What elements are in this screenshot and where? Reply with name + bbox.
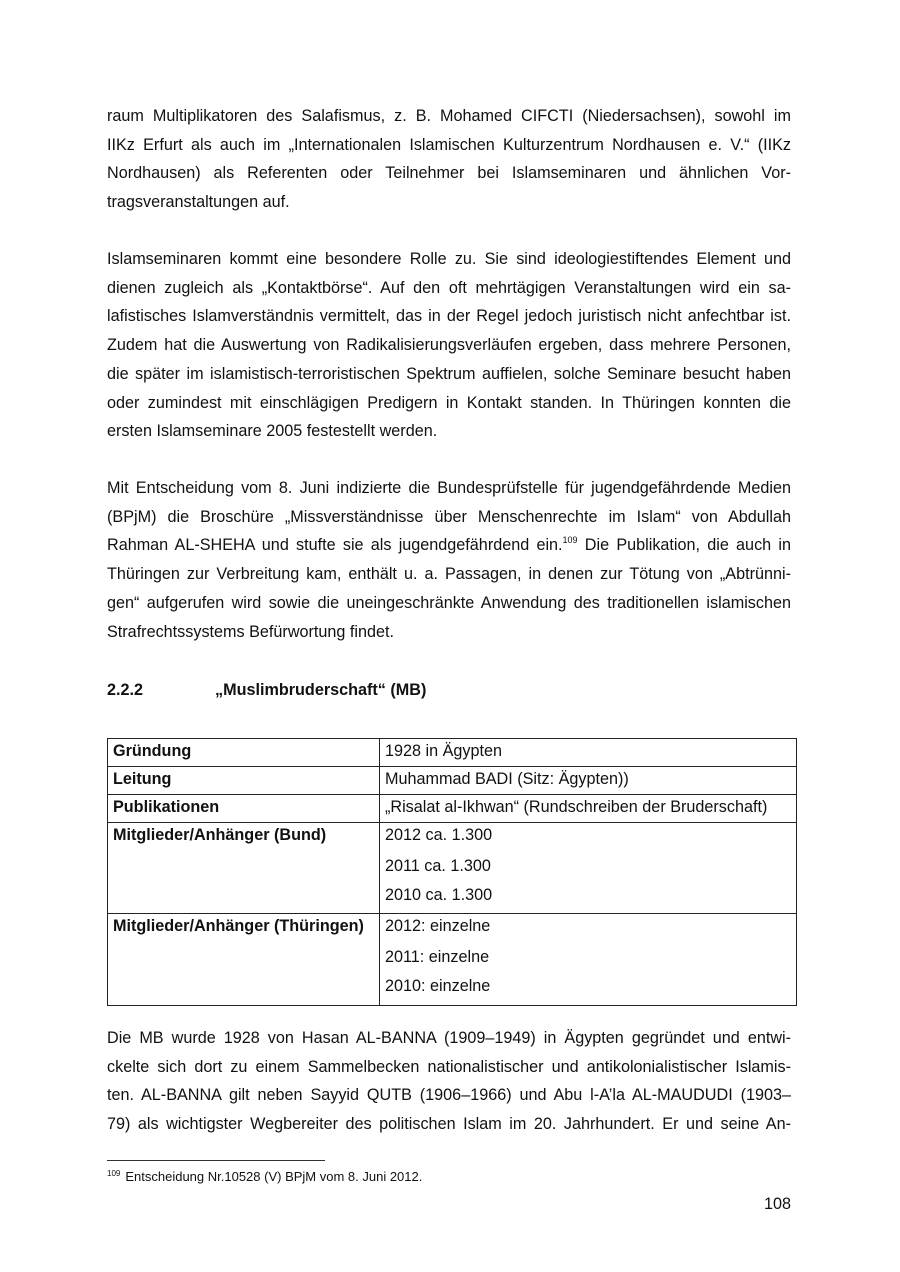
text-line: lafistisches Islamverständnis vermittelt, das in der Regel jedoch juristisch nicht anfechtbar ist.	[107, 307, 791, 326]
footnote-divider	[107, 1160, 325, 1161]
text-line: Nordhausen) als Referenten oder Teilnehmer bei Islamseminaren und ähnlichen Vor-	[107, 164, 791, 183]
table-row	[108, 739, 797, 767]
table-value: 2011 ca. 1.300	[385, 857, 491, 875]
table-value: 2010 ca. 1.300	[385, 885, 493, 904]
table-value: „Risalat al-Ikhwan“ (Rundschreiben der Bruderschaft)	[385, 798, 768, 816]
table-value-cell	[380, 767, 797, 795]
paragraph-islam-seminars	[107, 245, 791, 446]
text-line: die später im islamistisch-terroristischen Spektrum auffielen, solche Seminare besucht haben	[107, 364, 791, 383]
text-line: Mit Entscheidung vom 8. Juni indizierte die Bundesprüfstelle für jugendgefährdende Medien	[107, 479, 791, 497]
table-label-cell: Publikationen	[108, 795, 380, 823]
text-line: IIKz Erfurt als auch im „Internationalen Islamischen Kulturzentrum Nordhausen e. V.“ (IIKz	[107, 135, 791, 154]
text-line: raum Multiplikatoren des Salafismus, z. B. Mohamed CIFCTI (Niedersachsen), sowohl im	[107, 107, 791, 125]
section-number: 2.2.2	[107, 681, 144, 699]
text-line: ckelte sich dort zu einem Sammelbecken nationalistischer und antikolonialistischer Islamis-	[107, 1057, 791, 1076]
text-line: Zudem hat die Auswertung von Radikalisierungsverläufen ergeben, dass mehrere Personen,	[107, 336, 791, 355]
text-line: Strafrechtssystems Befürwortung findet.	[107, 622, 394, 641]
text-line: dienen zugleich als „Kontaktbörse“. Auf den oft mehrtägigen Veranstaltungen wird ein sa-	[107, 278, 791, 297]
paragraph-mb-history	[107, 1024, 791, 1139]
organization-info-table	[107, 738, 797, 1006]
text-line: gen“ aufgerufen wird sowie die uneingeschränkte Anwendung des traditionellen islamischen	[107, 593, 791, 612]
table-value: 2010: einzelne	[385, 977, 491, 996]
table-value-cell	[380, 795, 797, 823]
text-line	[107, 531, 791, 560]
paragraph-bpjm-decision	[107, 474, 791, 646]
table-value: 2011: einzelne	[385, 948, 490, 967]
text-line: ersten Islamseminare 2005 festestellt werden.	[107, 422, 438, 441]
footnote-reference[interactable]: 109	[562, 535, 578, 546]
paragraph-salafism-multipliers	[107, 102, 791, 217]
table-row	[108, 767, 797, 795]
table-value-cell	[380, 739, 797, 767]
table-label-cell: Mitglieder/Anhänger (Thüringen)	[108, 914, 380, 1005]
table-row	[108, 914, 797, 1005]
table-row	[108, 823, 797, 914]
table-value: Muhammad BADI (Sitz: Ägypten))	[385, 770, 629, 788]
table-value: 2012: einzelne	[385, 917, 491, 936]
text-segment: Rahman AL-SHEHA und stufte sie als jugendgefährdend ein.	[107, 536, 563, 555]
footnote-text: Entscheidung Nr.10528 (V) BPjM vom 8. Juni 2012.	[125, 1169, 423, 1184]
text-line: oder zumindest mit einschlägigen Predigern in Kontakt standen. In Thüringen konnten die	[107, 393, 791, 412]
text-line: Thüringen zur Verbreitung kam, enthält u. a. Passagen, in denen zur Tötung von „Abtrünni-	[107, 565, 791, 584]
table-value: 1928 in Ägypten	[385, 742, 503, 760]
table-label-cell: Mitglieder/Anhänger (Bund)	[108, 823, 380, 914]
text-line: (BPjM) die Broschüre „Missverständnisse über Menschenrechte im Islam“ von Abdullah	[107, 507, 791, 526]
table-label-cell: Leitung	[108, 767, 380, 795]
page-number: 108	[763, 1195, 791, 1213]
text-segment: Die Publikation, die auch in	[577, 536, 791, 555]
table-value: 2012 ca. 1.300	[385, 826, 493, 844]
text-line: Islamseminaren kommt eine besondere Rolle zu. Sie sind ideologiestiftendes Element und	[107, 250, 791, 268]
table-value-cell	[380, 823, 797, 914]
table-row	[108, 795, 797, 823]
section-title: „Muslimbruderschaft“ (MB)	[215, 681, 427, 699]
text-line: Die MB wurde 1928 von Hasan AL-BANNA (1909–1949) in Ägypten gegründet und entwi-	[107, 1029, 791, 1047]
table-label-cell: Gründung	[108, 739, 380, 767]
footnote-number: 109	[107, 1169, 121, 1178]
table-value-cell	[380, 914, 797, 1005]
section-heading	[107, 680, 426, 700]
footnote	[107, 1168, 422, 1186]
text-line: tragsveranstaltungen auf.	[107, 193, 290, 212]
text-line: ten. AL-BANNA gilt neben Sayyid QUTB (1906–1966) und Abu l-A’la AL-MAUDUDI (1903–	[107, 1086, 791, 1105]
text-line: 79) als wichtigster Wegbereiter des politischen Islam im 20. Jahrhundert. Er und seine An-	[107, 1115, 791, 1134]
